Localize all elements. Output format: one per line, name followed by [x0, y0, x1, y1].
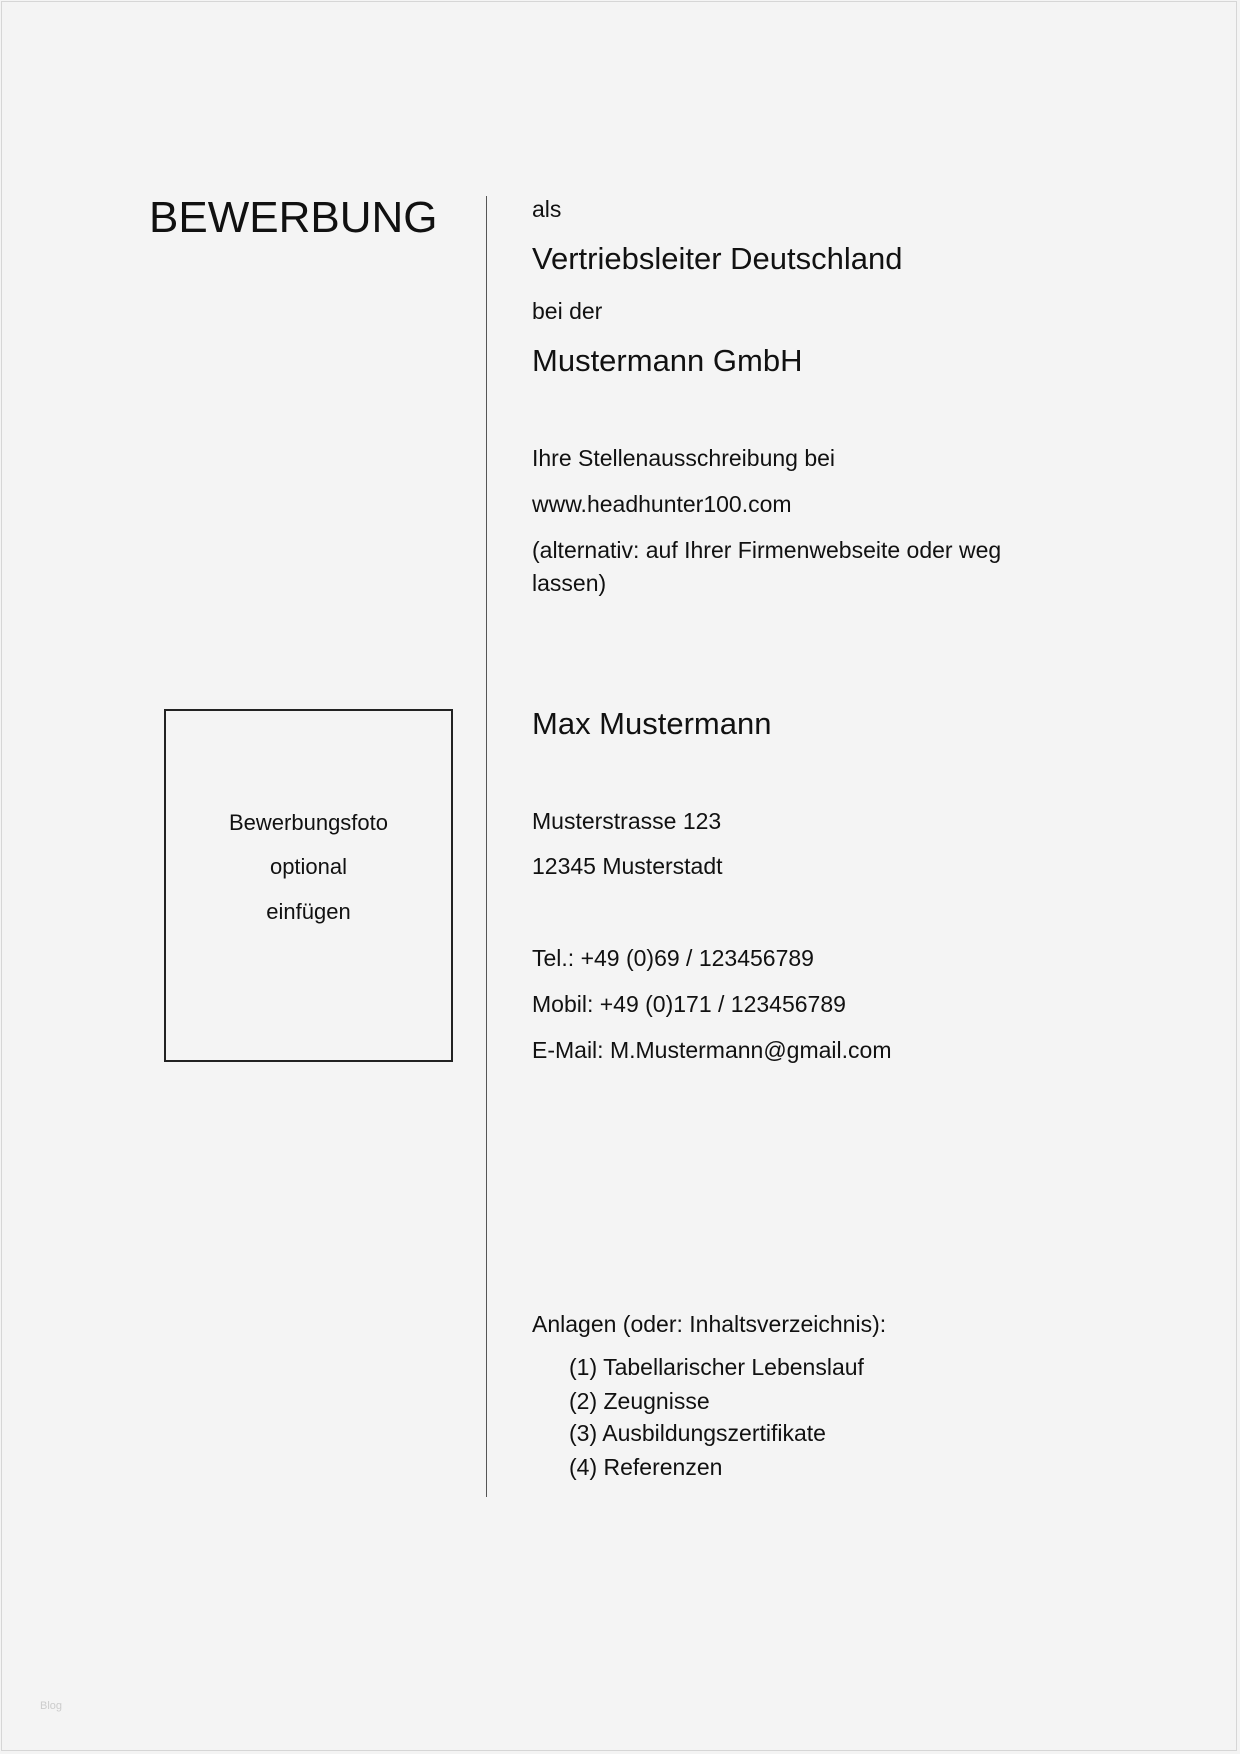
photo-placeholder [164, 709, 453, 1062]
document-title: BEWERBUNG [149, 193, 438, 242]
applicant-street: Musterstrasse 123 [532, 808, 722, 834]
source-line: Ihre Stellenausschreibung bei [532, 445, 836, 471]
vertical-divider [486, 196, 487, 1497]
applicant-phone: Tel.: +49 (0)69 / 123456789 [532, 945, 814, 971]
applicant-city: 12345 Musterstadt [532, 853, 723, 879]
attachments-heading: Anlagen (oder: Inhaltsverzeichnis): [532, 1311, 887, 1337]
photo-label-2: optional [269, 854, 348, 879]
attachment-item: (4) Referenzen [569, 1454, 723, 1480]
watermark: Blog [40, 1700, 63, 1712]
company-name: Mustermann GmbH [532, 343, 803, 378]
applicant-name: Max Mustermann [532, 706, 772, 741]
attachment-item: (1) Tabellarischer Lebenslauf [569, 1354, 864, 1380]
company-prefix: bei der [532, 298, 603, 324]
photo-label-1: Bewerbungsfoto [229, 810, 388, 835]
position-prefix: als [532, 196, 562, 222]
source-note: (alternativ: auf Ihrer Firmenwebseite oder weg lassen) [532, 537, 1002, 596]
attachment-item: (2) Zeugnisse [569, 1388, 710, 1414]
attachment-item: (3) Ausbildungszertifikate [569, 1420, 826, 1446]
applicant-mobile: Mobil: +49 (0)171 / 123456789 [532, 991, 846, 1017]
applicant-email: E-Mail: M.Mustermann@gmail.com [532, 1037, 892, 1063]
job-title: Vertriebsleiter Deutschland [532, 241, 903, 276]
photo-label-3: einfügen [266, 899, 351, 924]
source-url: www.headhunter100.com [532, 491, 792, 517]
